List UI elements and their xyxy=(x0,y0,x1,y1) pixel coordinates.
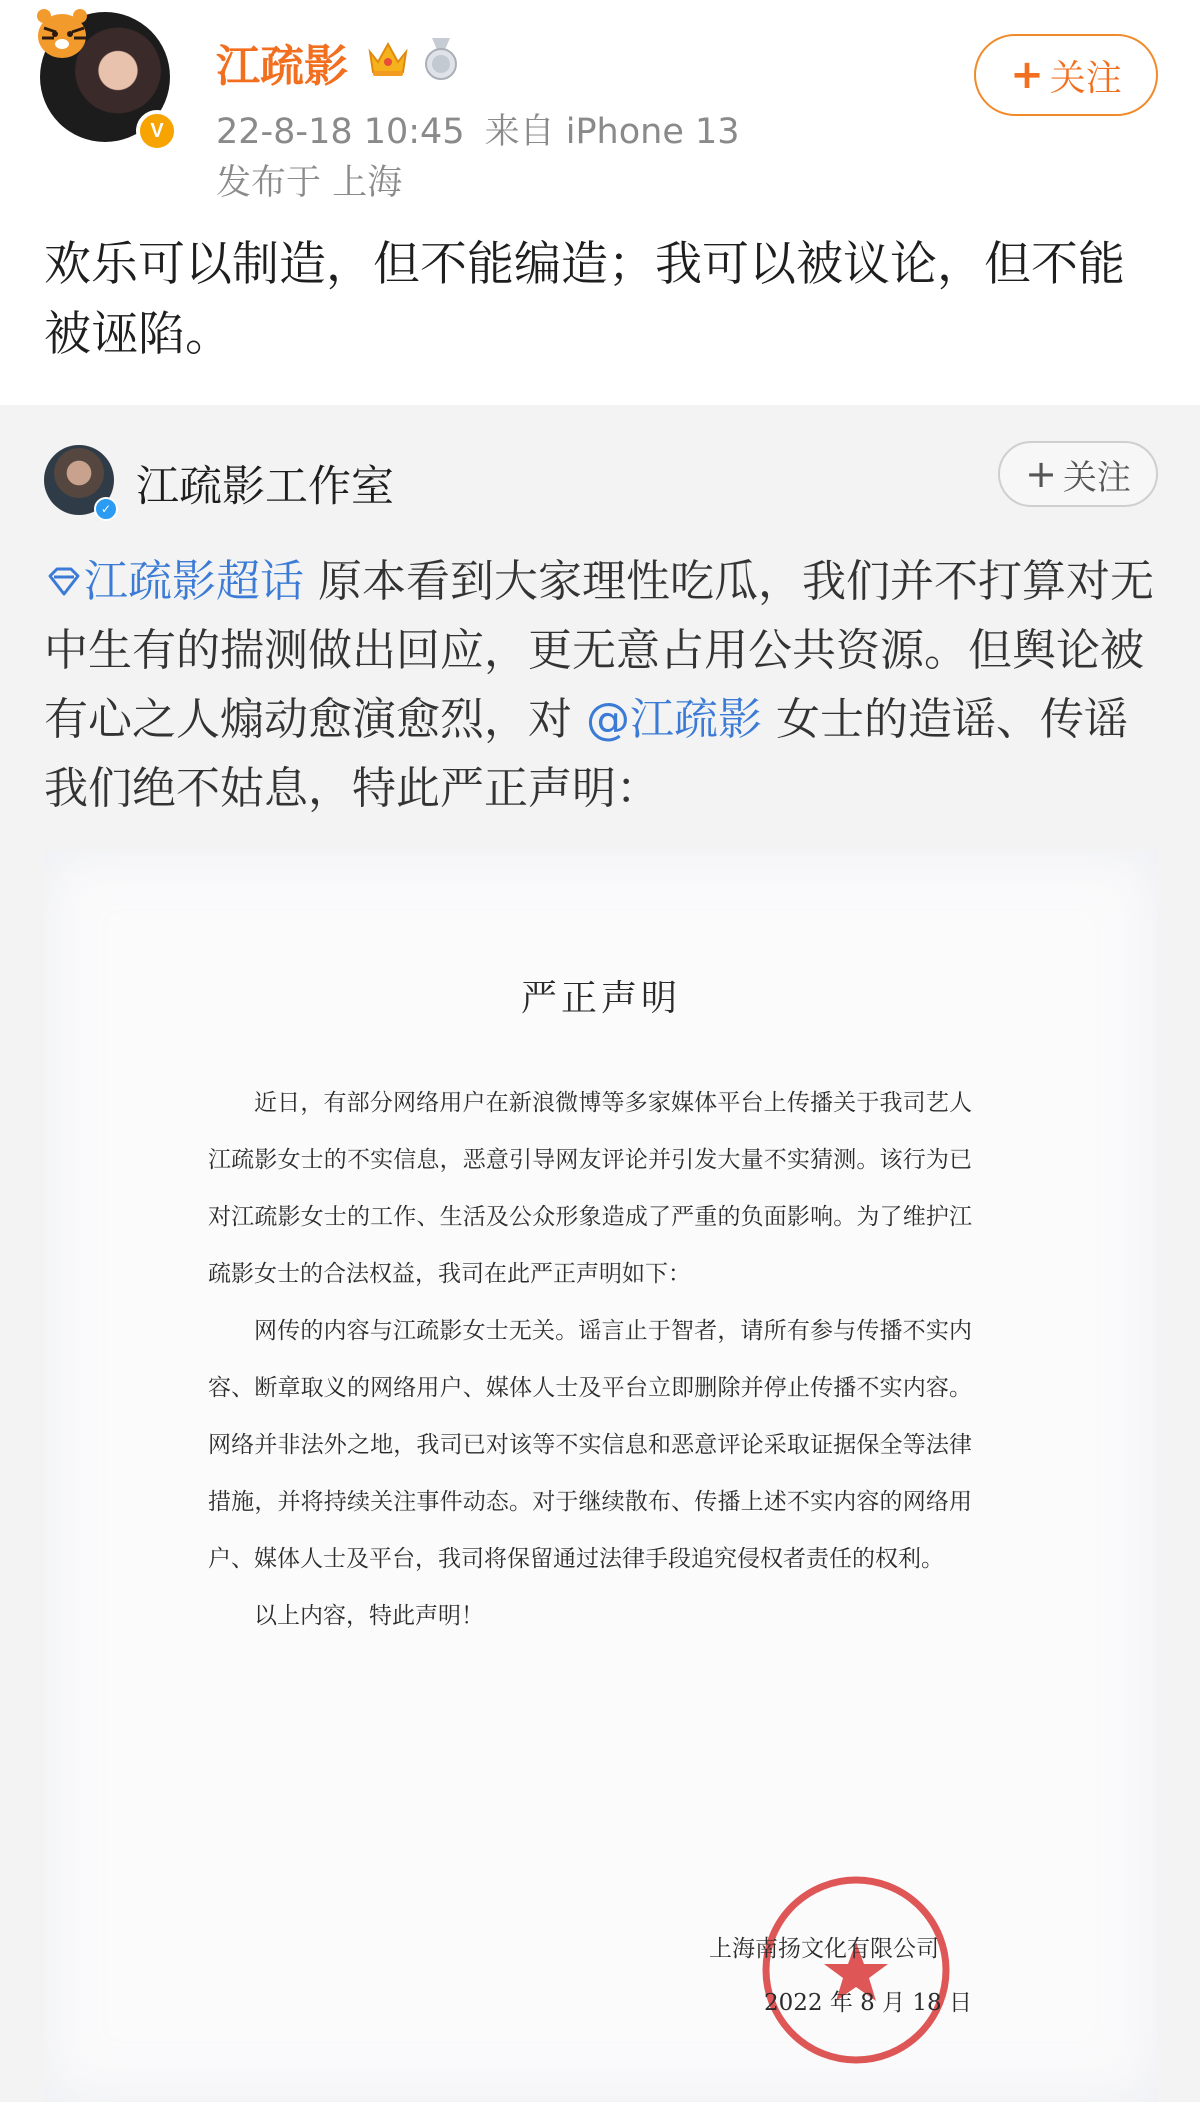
company-seal-icon xyxy=(756,1870,956,2070)
statement-company: 上海南扬文化有限公司 xyxy=(709,1936,939,1962)
repost-text-part2: 女士的造谣、传谣我们绝不姑息，特此严正声明： xyxy=(44,694,1128,814)
diamond-icon xyxy=(44,564,84,600)
original-post xyxy=(0,0,1200,405)
statement-date: 2022 年 8 月 18 日 xyxy=(764,1990,972,2016)
repost-text-part1: 原本看到大家理性吃瓜，我们并不打算对无中生有的揣测做出回应，更无意占用公共资源。但舆论被有心之人煽动愈演愈烈，对 xyxy=(44,556,1154,745)
verified-badge-icon: ✓ xyxy=(94,497,118,521)
post-text: 欢乐可以制造，但不能编造；我可以被议论，但不能被诬陷。 xyxy=(44,237,1125,362)
crown-icon[interactable] xyxy=(366,38,410,78)
tiger-pendant-icon xyxy=(32,6,96,62)
follow-label: 关注 xyxy=(1049,57,1122,99)
post-source: 来自 iPhone 13 xyxy=(484,112,740,152)
statement-body xyxy=(208,1075,972,1645)
super-topic-label: 江疏影超话 xyxy=(84,556,304,607)
super-topic-link[interactable] xyxy=(44,556,304,607)
statement-image[interactable] xyxy=(44,850,1158,2102)
author-avatar-wrap[interactable] xyxy=(40,12,176,148)
repost-follow-button[interactable] xyxy=(998,441,1158,507)
medal-icon[interactable] xyxy=(420,36,462,82)
repost-text xyxy=(44,547,1164,823)
author-name[interactable]: 江疏影 xyxy=(216,41,348,92)
repost-author-name[interactable]: 江疏影工作室 xyxy=(136,462,394,512)
plus-icon: + xyxy=(1010,52,1044,98)
verified-badge-icon: V xyxy=(136,110,178,152)
plus-icon: + xyxy=(1025,452,1057,496)
statement-paragraph: 网传的内容与江疏影女士无关。谣言止于智者，请所有参与传播不实内容、断章取义的网络用户、媒体人士及平台立即删除并停止传播不实内容。网络并非法外之地，我司已对该等不实信息和恶意评论采取证据保全等法律措施，并将持续关注事件动态。对于继续散布、传播上述不实内容的网络用户、媒体人士及平台，我司将保留通过法律手段追究侵权者责任的权利。 xyxy=(208,1318,972,1572)
follow-button[interactable] xyxy=(974,34,1158,116)
statement-paragraph: 以上内容，特此声明！ xyxy=(254,1603,484,1629)
statement-paragraph: 近日，有部分网络用户在新浪微博等多家媒体平台上传播关于我司艺人江疏影女士的不实信息，恶意引导网友评论并引发大量不实猜测。该行为已对江疏影女士的工作、生活及公众形象造成了严重的负面影响。为了维护江疏影女士的合法权益，我司在此严正声明如下： xyxy=(208,1090,972,1287)
follow-label: 关注 xyxy=(1062,457,1131,498)
mention-link[interactable]: @江疏影 xyxy=(586,694,762,745)
statement-title: 严正声明 xyxy=(520,978,681,1019)
post-meta xyxy=(216,104,740,154)
post-location: 发布于 上海 xyxy=(216,163,403,203)
repost-card[interactable] xyxy=(0,405,1200,2102)
post-timestamp: 22-8-18 10:45 xyxy=(216,112,465,152)
